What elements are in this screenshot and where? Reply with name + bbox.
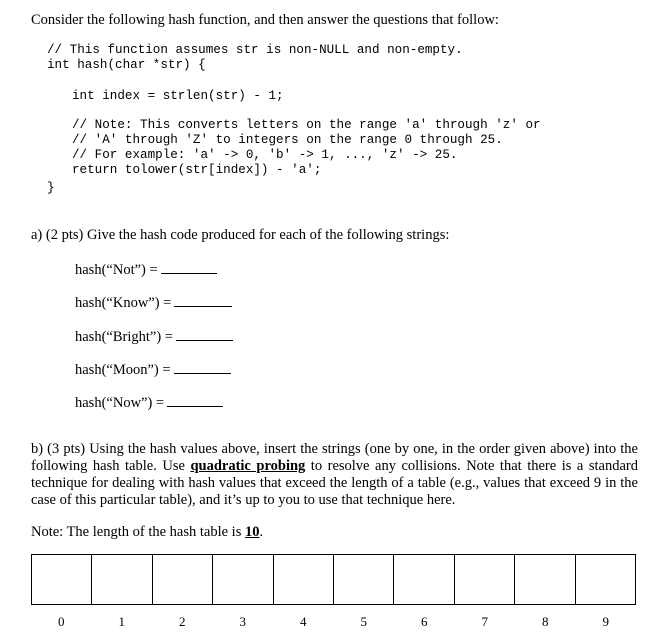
answer-blank[interactable]: [161, 259, 217, 274]
table-length-value: 10: [244, 524, 260, 540]
hash-table-index-row: [31, 614, 636, 629]
note-text: Note: The length of the hash table is: [31, 524, 245, 540]
hash-table-cell[interactable]: [575, 555, 635, 604]
table-length-note: [31, 524, 263, 541]
answer-blank[interactable]: [174, 359, 231, 374]
hash-table-cell[interactable]: [454, 555, 514, 604]
hash-expression: hash(“Now”) =: [75, 395, 165, 411]
hash-question-row: [75, 392, 223, 412]
hash-expression: hash(“Not”) =: [75, 262, 158, 278]
hash-table-cell[interactable]: [514, 555, 574, 604]
hash-question-row: [75, 359, 231, 379]
hash-expression: hash(“Know”) =: [75, 295, 172, 311]
code-closing-brace: }: [47, 181, 55, 195]
answer-blank[interactable]: [167, 392, 223, 407]
table-index-label: 3: [239, 614, 246, 629]
table-index-label: 9: [602, 614, 609, 629]
table-index-label: 5: [360, 614, 367, 629]
hash-table-cell[interactable]: [333, 555, 393, 604]
part-b-prompt: [31, 441, 638, 509]
hash-question-row: [75, 292, 232, 312]
code-body: [72, 89, 541, 178]
table-index-label: 4: [300, 614, 307, 629]
question-intro: Consider the following hash function, and then answer the questions that follow:: [31, 12, 499, 28]
answer-blank[interactable]: [174, 292, 232, 307]
hash-table: [31, 554, 636, 605]
code-line: int index = strlen(str) - 1;: [72, 89, 284, 103]
hash-table-cell[interactable]: [273, 555, 333, 604]
code-line: // Note: This converts letters on the range 'a' through 'z' or: [72, 118, 541, 132]
note-text: .: [259, 524, 264, 540]
answer-blank[interactable]: [176, 326, 233, 341]
table-index-label: 0: [58, 614, 65, 629]
code-line: // For example: 'a' -> 0, 'b' -> 1, ..., 'z' -> 25.: [72, 148, 458, 162]
hash-question-row: [75, 259, 217, 279]
table-index-label: 1: [118, 614, 125, 629]
hash-table-cell[interactable]: [91, 555, 151, 604]
hash-table-cell[interactable]: [152, 555, 212, 604]
part-b-emphasis: quadratic probing: [190, 458, 306, 474]
hash-expression: hash(“Bright”) =: [75, 329, 173, 345]
code-signature-line: int hash(char *str) {: [47, 58, 206, 72]
code-blank-line: [72, 104, 541, 118]
hash-table-cell[interactable]: [32, 555, 91, 604]
part-b-text: b) (3 pts) Using the hash values above, insert the strings (one by one, in the order given above) into the following hash table. Use: [31, 441, 638, 474]
hash-table-cell[interactable]: [212, 555, 272, 604]
code-line: // 'A' through 'Z' to integers on the range 0 through 25.: [72, 133, 503, 147]
code-comment-line: // This function assumes str is non-NULL and non-empty.: [47, 43, 463, 57]
table-index-label: 8: [542, 614, 549, 629]
hash-expression: hash(“Moon”) =: [75, 362, 171, 378]
part-b-text: to resolve any collisions. Note that there is a standard technique for dealing with hash values that exceed the length of a table (e.g., values that exceed 9 in the case of this particular table), and it’s up to you to use that technique here.: [31, 458, 638, 508]
code-line: return tolower(str[index]) - 'a';: [72, 163, 322, 177]
part-a-prompt: a) (2 pts) Give the hash code produced for each of the following strings:: [31, 227, 450, 243]
table-index-label: 6: [421, 614, 428, 629]
table-index-label: 7: [481, 614, 488, 629]
table-index-label: 2: [179, 614, 186, 629]
hash-table-cell[interactable]: [393, 555, 453, 604]
hash-question-row: [75, 326, 233, 346]
